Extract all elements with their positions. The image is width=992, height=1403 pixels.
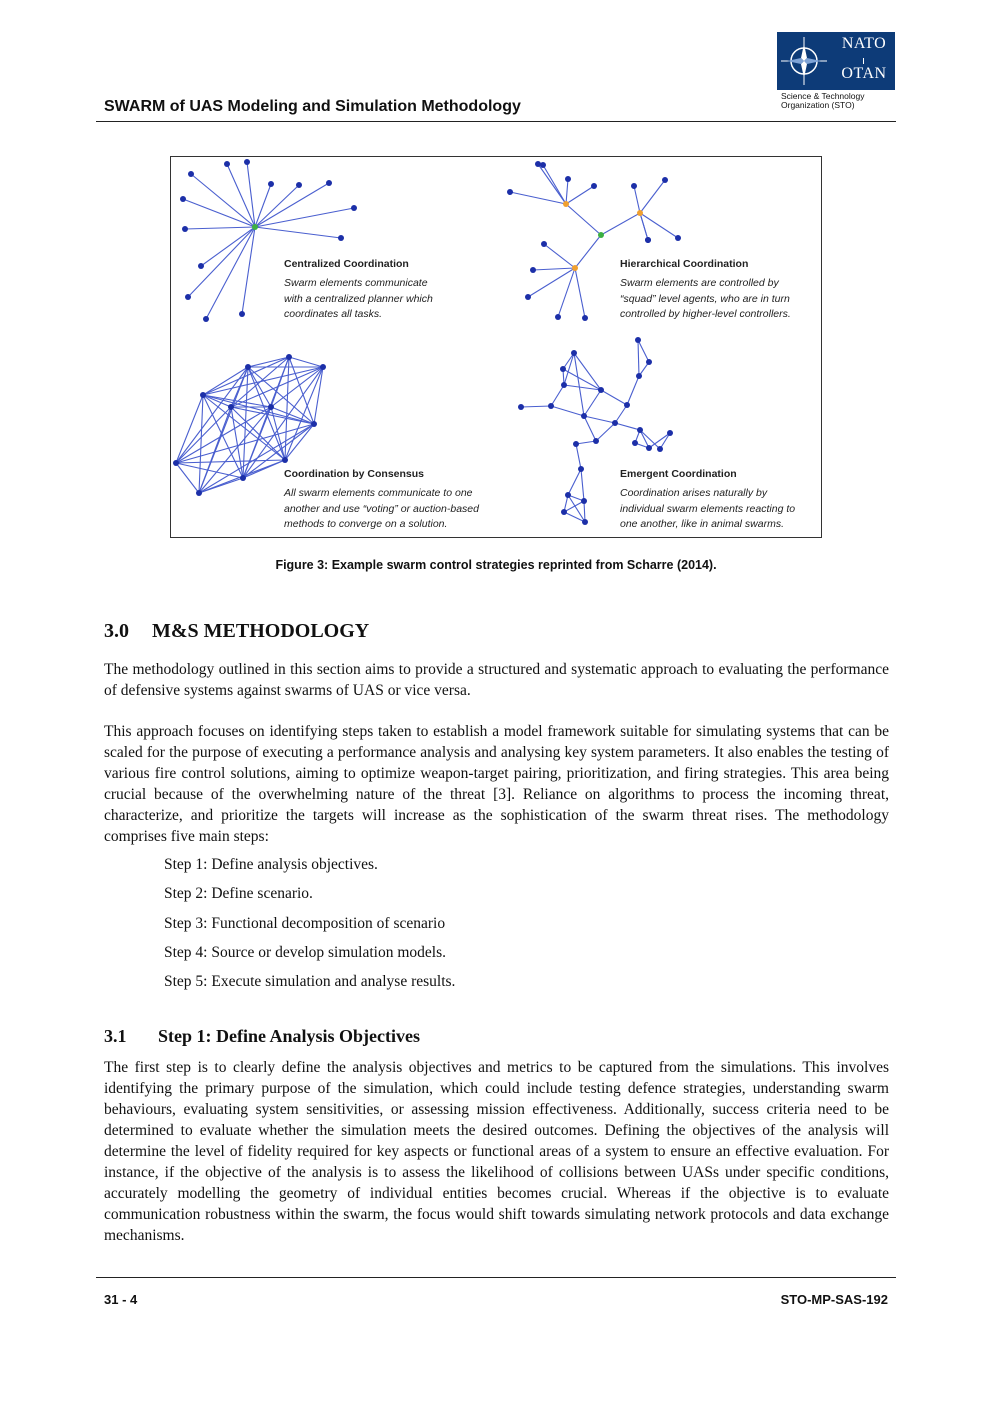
emergent-node bbox=[598, 387, 604, 393]
running-header-title: SWARM of UAS Modeling and Simulation Methodology bbox=[104, 98, 521, 115]
hierarchy-edge bbox=[640, 213, 678, 238]
emergent-node bbox=[646, 445, 652, 451]
consensus-edge bbox=[176, 460, 285, 463]
panel-centralized bbox=[284, 258, 433, 323]
hierarchy-edge bbox=[543, 165, 566, 204]
footer-rule bbox=[96, 1277, 896, 1278]
figure-swarm-strategies bbox=[170, 156, 822, 538]
emergent-edge bbox=[601, 390, 627, 405]
centralized-edge bbox=[255, 227, 341, 238]
step-list-item: Step 2: Define scenario. bbox=[164, 885, 313, 902]
panel-hierarchical bbox=[620, 258, 791, 323]
emergent-edge bbox=[584, 390, 601, 416]
centralized-node bbox=[188, 171, 194, 177]
hierarchy-edge bbox=[544, 244, 575, 268]
panel-desc-line: controlled by higher-level controllers. bbox=[620, 308, 791, 320]
centralized-node bbox=[244, 159, 250, 165]
panel-desc-line: All swarm elements communicate to one bbox=[284, 487, 473, 499]
emergent-edge bbox=[615, 423, 640, 430]
emergent-node bbox=[637, 427, 643, 433]
centralized-edge bbox=[188, 227, 255, 297]
hierarchy-edge bbox=[601, 213, 640, 235]
emergent-node bbox=[593, 438, 599, 444]
consensus-node bbox=[320, 364, 326, 370]
swarm-node bbox=[555, 314, 561, 320]
figure-caption: Figure 3: Example swarm control strategies reprinted from Scharre (2014). bbox=[275, 558, 717, 572]
page-number: 31 - 4 bbox=[104, 1292, 138, 1307]
panel-title: Centralized Coordination bbox=[284, 258, 409, 270]
swarm-node bbox=[591, 183, 597, 189]
emergent-node bbox=[582, 519, 588, 525]
emergent-edge bbox=[581, 469, 584, 501]
subsection-heading bbox=[104, 1026, 420, 1047]
centralized-node bbox=[351, 205, 357, 211]
panel-desc-line: another and use “voting” or auction-based bbox=[284, 502, 479, 515]
header-rule bbox=[96, 121, 896, 122]
centralized-node bbox=[198, 263, 204, 269]
section-heading bbox=[104, 620, 369, 643]
emergent-node bbox=[624, 402, 630, 408]
emergent-node bbox=[548, 403, 554, 409]
logo-otan-text: OTAN bbox=[841, 65, 887, 82]
emergent-node bbox=[646, 359, 652, 365]
consensus-edge bbox=[199, 395, 203, 493]
consensus-node bbox=[240, 475, 246, 481]
centralized-node bbox=[203, 316, 209, 322]
swarm-node bbox=[631, 183, 637, 189]
centralized-node bbox=[185, 294, 191, 300]
hierarchy-edge bbox=[566, 179, 568, 204]
centralized-node bbox=[268, 181, 274, 187]
consensus-node bbox=[286, 354, 292, 360]
panel-desc-line: one another, like in animal swarms. bbox=[620, 518, 784, 530]
panel-title: Hierarchical Coordination bbox=[620, 258, 749, 270]
hierarchy-edge bbox=[538, 164, 566, 204]
consensus-edge bbox=[176, 395, 203, 463]
centralized-edge bbox=[255, 185, 299, 227]
consensus-node bbox=[200, 392, 206, 398]
emergent-edge bbox=[574, 353, 601, 390]
hierarchy-edge bbox=[634, 186, 640, 213]
hierarchy-edge bbox=[575, 268, 585, 318]
emergent-edge bbox=[576, 441, 596, 444]
emergent-node bbox=[560, 366, 566, 372]
subsection-title: Step 1: Define Analysis Objectives bbox=[158, 1026, 420, 1046]
centralized-node bbox=[338, 235, 344, 241]
emergent-node bbox=[635, 337, 641, 343]
logo-subtitle bbox=[781, 92, 864, 110]
hierarchy-edge bbox=[533, 268, 575, 270]
centralized-edge bbox=[185, 227, 255, 229]
squad-leader-node bbox=[637, 210, 643, 216]
centralized-edge bbox=[255, 208, 354, 227]
nato-star-icon bbox=[777, 32, 831, 90]
swarm-node bbox=[507, 189, 513, 195]
hierarchy-edge bbox=[575, 235, 601, 268]
centralized-edge bbox=[201, 227, 255, 266]
emergent-edge bbox=[638, 340, 649, 362]
consensus-edge bbox=[176, 367, 248, 463]
section-paragraph-1: The methodology outlined in this section aims to provide a structured and systematic approach to evaluating the performance of defensive systems against swarms of UAS or vice versa. bbox=[104, 661, 889, 699]
consensus-edge bbox=[285, 424, 314, 460]
hierarchy-edge bbox=[566, 204, 601, 235]
emergent-node bbox=[573, 441, 579, 447]
panel-description bbox=[284, 276, 433, 323]
emergent-edge bbox=[551, 406, 584, 416]
hierarchy-edge bbox=[558, 268, 575, 317]
consensus-edge bbox=[314, 367, 323, 424]
logo-subtitle-line1: Science & Technology bbox=[781, 91, 865, 101]
step-list-item: Step 1: Define analysis objectives. bbox=[164, 856, 378, 873]
emergent-edge bbox=[584, 416, 596, 441]
hierarchy-edge bbox=[510, 192, 566, 204]
section-number: 3.0 bbox=[104, 620, 129, 642]
emergent-node bbox=[561, 382, 567, 388]
centralized-node bbox=[180, 196, 186, 202]
consensus-node bbox=[196, 490, 202, 496]
emergent-edge bbox=[596, 423, 615, 441]
swarm-node bbox=[541, 241, 547, 247]
emergent-node bbox=[581, 498, 587, 504]
panel-desc-line: Swarm elements are controlled by bbox=[620, 277, 779, 289]
emergent-edge bbox=[627, 376, 639, 405]
emergent-node bbox=[667, 430, 673, 436]
logo-box bbox=[777, 32, 895, 90]
swarm-node bbox=[645, 237, 651, 243]
emergent-edge bbox=[551, 385, 564, 406]
emergent-node bbox=[518, 404, 524, 410]
emergent-edge bbox=[638, 340, 639, 376]
logo-subtitle-line2: Organization (STO) bbox=[781, 100, 855, 110]
emergent-node bbox=[632, 440, 638, 446]
panel-desc-line: individual swarm elements reacting to bbox=[620, 502, 796, 515]
emergent-edge bbox=[521, 406, 551, 407]
consensus-edge bbox=[289, 357, 323, 367]
section-title: M&S METHODOLOGY bbox=[152, 620, 370, 642]
emergent-edge bbox=[584, 501, 585, 522]
top-controller-node bbox=[598, 232, 604, 238]
step-list-item: Step 5: Execute simulation and analyse results. bbox=[164, 973, 456, 990]
centralized-node bbox=[182, 226, 188, 232]
squad-leader-node bbox=[563, 201, 569, 207]
nato-sto-logo bbox=[777, 32, 895, 114]
document-id: STO-MP-SAS-192 bbox=[780, 1292, 888, 1307]
consensus-node bbox=[311, 421, 317, 427]
swarm-node bbox=[530, 267, 536, 273]
centralized-node bbox=[239, 311, 245, 317]
emergent-node bbox=[561, 509, 567, 515]
hierarchy-edge bbox=[640, 180, 665, 213]
panel-desc-line: “squad” level agents, who are in turn bbox=[620, 292, 790, 305]
swarm-node bbox=[582, 315, 588, 321]
emergent-node bbox=[657, 446, 663, 452]
panel-description bbox=[284, 486, 479, 533]
consensus-edge bbox=[203, 357, 289, 395]
emergent-edge bbox=[574, 353, 584, 416]
emergent-node bbox=[565, 492, 571, 498]
emergent-edge bbox=[568, 469, 581, 495]
emergent-edge bbox=[564, 501, 584, 512]
consensus-node bbox=[268, 404, 274, 410]
consensus-node bbox=[245, 364, 251, 370]
panel-title: Coordination by Consensus bbox=[284, 468, 425, 480]
emergent-node bbox=[581, 413, 587, 419]
consensus-node bbox=[228, 404, 234, 410]
subsection-number: 3.1 bbox=[104, 1026, 127, 1046]
step-list-item: Step 3: Functional decomposition of scenario bbox=[164, 915, 446, 932]
hierarchy-edge bbox=[528, 268, 575, 297]
emergent-edge bbox=[576, 444, 581, 469]
panel-consensus bbox=[284, 468, 479, 533]
panel-title: Emergent Coordination bbox=[620, 468, 737, 480]
swarm-node bbox=[540, 162, 546, 168]
consensus-edge bbox=[203, 367, 248, 395]
logo-separator bbox=[863, 58, 864, 64]
emergent-node bbox=[571, 350, 577, 356]
swarm-node bbox=[675, 235, 681, 241]
panel-emergent bbox=[620, 468, 795, 533]
swarm-node bbox=[662, 177, 668, 183]
emergent-edge bbox=[563, 369, 601, 390]
consensus-node bbox=[173, 460, 179, 466]
panel-desc-line: Swarm elements communicate bbox=[284, 277, 428, 289]
central-planner-node bbox=[252, 224, 258, 230]
swarm-node bbox=[535, 161, 541, 167]
panel-description bbox=[620, 486, 795, 533]
panel-description bbox=[620, 276, 791, 323]
emergent-edge bbox=[649, 433, 670, 448]
swarm-node bbox=[565, 176, 571, 182]
centralized-edge bbox=[191, 174, 255, 227]
emergent-node bbox=[578, 466, 584, 472]
emergent-node bbox=[636, 373, 642, 379]
swarm-node bbox=[525, 294, 531, 300]
centralized-edge bbox=[255, 184, 271, 227]
emergent-node bbox=[612, 420, 618, 426]
centralized-node bbox=[224, 161, 230, 167]
section-paragraph-2: This approach focuses on identifying steps taken to establish a model framework suitable for simulating systems that can be scaled for the purpose of executing a performance analysis and analysing key system parameters. It also enables the testing of various fire control solutions, aiming to optimize weapon-target pairing, prioritization, and firing strategies. This area being crucial because of the overwhelming nature of the threat [3]. Reliance on algorithms to process the incoming threat, characterize, and prioritize the targets will increase as the sophistication of the swarm threat rises. The methodology comprises five main steps: bbox=[104, 723, 889, 845]
panel-desc-line: Coordination arises naturally by bbox=[620, 487, 768, 499]
squad-leader-node bbox=[572, 265, 578, 271]
panel-desc-line: with a centralized planner which bbox=[284, 292, 433, 305]
subsection-paragraph: The first step is to clearly define the analysis objectives and metrics to be captured from the simulations. This involves identifying the primary purpose of the simulation, which could include testing defence strategies, understanding swarm behaviours, evaluating system sensitivities, or assessing mission effectiveness. Additionally, success criteria need to be determined to evaluate whether the simulation meets the desired outcomes. Defining the objectives of the analysis will determine the level of fidelity required for key aspects or functional areas of a system to ensure an effective evaluation. For instance, if the objective of the analysis is to assess the likelihood of collisions between UASs under specific conditions, accurately modelling the geometry of individual entities becomes crucial. Whereas if the objective is to evaluate communication robustness within the swarm, the focus would shift towards simulating network protocols and data exchange mechanisms. bbox=[104, 1059, 889, 1244]
centralized-node bbox=[296, 182, 302, 188]
emergent-edge bbox=[584, 416, 615, 423]
panel-desc-line: methods to converge on a solution. bbox=[284, 518, 448, 530]
panel-desc-line: coordinates all tasks. bbox=[284, 308, 383, 320]
consensus-node bbox=[282, 457, 288, 463]
emergent-edge bbox=[615, 405, 627, 423]
hierarchy-edge bbox=[566, 186, 594, 204]
centralized-node bbox=[326, 180, 332, 186]
logo-nato-text: NATO bbox=[841, 35, 887, 52]
step-list-item: Step 4: Source or develop simulation models. bbox=[164, 944, 446, 961]
